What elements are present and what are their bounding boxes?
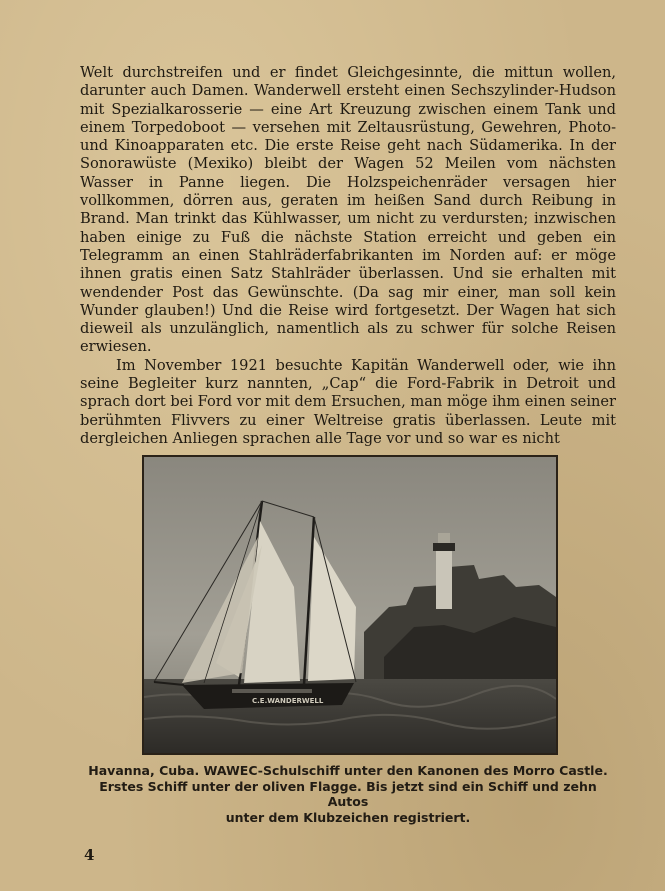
- body-text: [80, 64, 616, 448]
- hull-lettering: C.E.WANDERWELL: [252, 697, 324, 705]
- schooner-harbor-illustration: [144, 457, 556, 753]
- caption-line: unter dem Klubzeichen registriert.: [225, 809, 471, 825]
- figure-caption: [80, 763, 616, 825]
- caption-line: Erstes Schiff unter der oliven Flagge. Bis jetzt sind ein Schiff und zehn Autos: [99, 778, 597, 809]
- paragraph: Welt durchstreifen und er findet Gleichgesinnte, die mittun wollen, darunter auch Damen. Wanderwell ersteht einen Sechszylinder-Hudson mit Spezialkarosserie — eine Art Kreuzung zwischen einem Tank und einem Torpedoboot — versehen mit Zeltausrüstung, Gewehren, Photo- und Kinoapparaten etc. Die erste Reise geht nach Südamerika. In der Sonorawüste (Mexiko) bleibt der Wagen 52 Meilen vom nächsten Wasser in Panne liegen. Die Holzspeichenräder versagen hier vollkommen, dörren aus, geraten im heißen Sand durch Reibung in Brand. Man trinkt das Kühlwasser, um nicht zu verdursten; inzwischen haben einige zu Fuß die nächste Station erreicht und geben ein Telegramm an einen Stahlräderfabrikanten im Norden auf: er möge ihnen gratis einen Satz Stahlräder überlassen. Und sie erhalten mit wendender Post das Gewünschte. (Da sag mir einer, man soll kein Wunder glauben!) Und die Reise wird fortgesetzt. Der Wagen hat sich dieweil als unzulänglich, namentlich als zu schwer für solche Reisen erwiesen.: [80, 64, 616, 356]
- page-number: 4: [84, 846, 95, 864]
- ship-photograph: [142, 455, 558, 755]
- caption-line: Havanna, Cuba. WAWEC-Schulschiff unter den Kanonen des Morro Castle.: [88, 763, 608, 778]
- paragraph: Im November 1921 besuchte Kapitän Wanderwell oder, wie ihn seine Begleiter kurz nannten, „Cap“ die Ford-Fabrik in Detroit und sprach dort bei Ford vor mit dem Ersuchen, man möge ihm einen seiner berühmten Flivvers zu einer Weltreise gratis überlassen. Leute mit dergleichen Anliegen sprachen alle Tage vor und so war es nicht: [80, 356, 616, 447]
